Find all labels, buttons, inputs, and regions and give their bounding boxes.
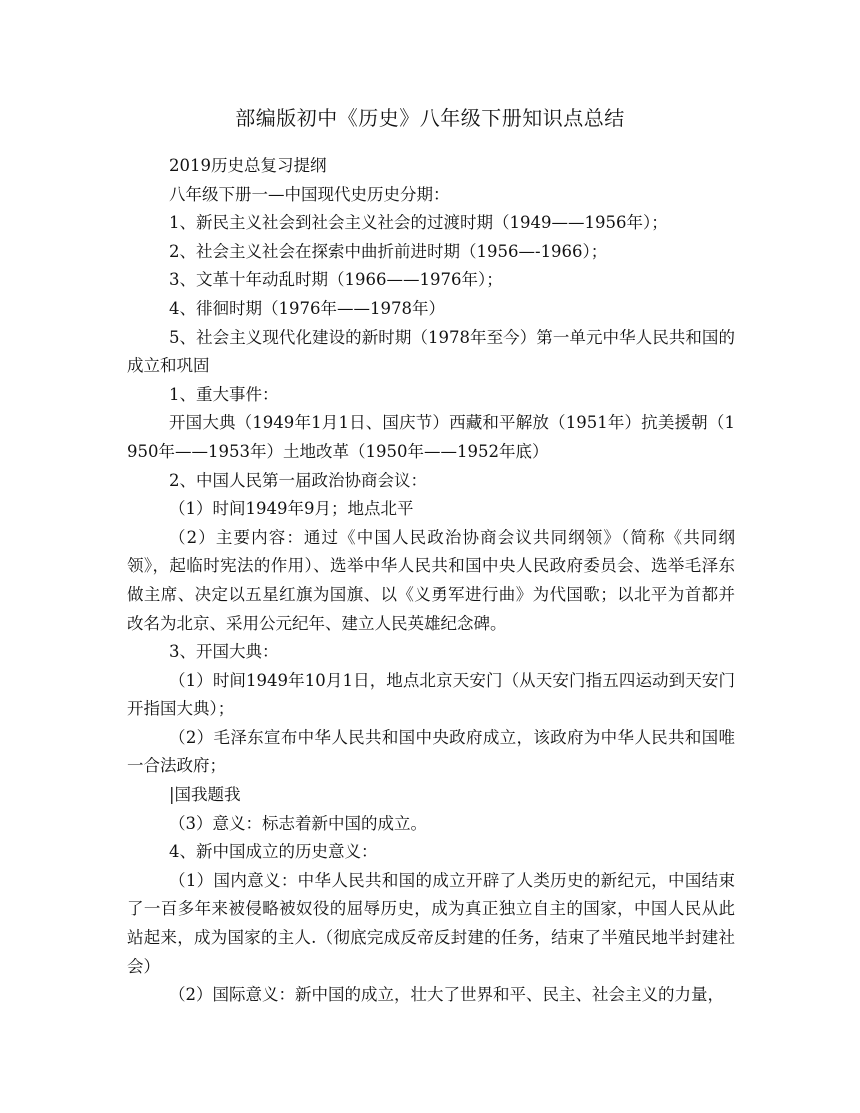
document-body [127, 152, 735, 1010]
paragraph-founding-ceremony-announcement: （2）毛泽东宣布中华人民共和国中央政府成立，该政府为中华人民共和国唯一合法政府； [127, 727, 735, 776]
paragraph-founding-ceremony-time: （1）时间1949年10月1日，地点北京天安门（从天安门指五四运动到天安门开指国大典）； [127, 670, 735, 719]
paragraph-international-significance: （2）国际意义：新中国的成立，壮大了世界和平、民主、社会主义的力量， [169, 985, 724, 1005]
paragraph-period-3: 3、文革十年动乱时期（1966——1976年）； [169, 270, 503, 290]
paragraph-period-2: 2、社会主义社会在探索中曲折前进时期（1956—-1966）； [169, 241, 608, 261]
paragraph-cppcc-time: （1）时间1949年9月；地点北平 [169, 499, 414, 519]
paragraph-cppcc-content: （2）主要内容：通过《中国人民政治协商会议共同纲领》（简称《共同纲领》，起临时宪法的作用）、选举中华人民共和国中央人民政府委员会、选举毛泽东做主席、决定以五星红旗为国旗、以《义勇军进行曲》为代国歌；以北平为首都并改名为北京、采用公元纪年、建立人民英雄纪念碑。 [127, 527, 735, 633]
paragraph-period-4: 4、徘徊时期（1976年——1978年） [169, 298, 445, 318]
paragraph-domestic-significance: （1）国内意义：中华人民共和国的成立开辟了人类历史的新纪元，中国结束了一百多年来被侵略被奴役的屈辱历史，成为真正独立自主的国家，中国人民从此站起来，成为国家的主人.（彻底完成反帝反封建的任务，结束了半殖民地半封建社会） [127, 870, 735, 976]
paragraph-outline-heading: 2019历史总复习提纲 [169, 156, 327, 175]
document-title: 部编版初中《历史》八年级下册知识点总结 [235, 106, 625, 130]
paragraph-period-1: 1、新民主义社会到社会主义社会的过渡时期（1949——1956年）； [169, 213, 668, 233]
paragraph-stray-note: |国我题我 [169, 785, 241, 805]
paragraph-period-intro: 八年级下册一—中国现代史历史分期： [169, 184, 450, 204]
paragraph-major-events-heading: 1、重大事件： [169, 384, 279, 404]
paragraph-founding-ceremony-significance: （3）意义：标志着新中国的成立。 [169, 813, 427, 833]
paragraph-period-5: 5、社会主义现代化建设的新时期（1978年至今）第一单元中华人民共和国的成立和巩固 [127, 327, 735, 376]
paragraph-founding-ceremony-heading: 3、开国大典： [169, 642, 279, 662]
paragraph-major-events: 开国大典（1949年1月1日、国庆节）西藏和平解放（1951年）抗美援朝（1950年——1953年）土地改革（1950年——1952年底） [127, 413, 735, 461]
paragraph-significance-heading: 4、新中国成立的历史意义： [169, 842, 378, 862]
paragraph-cppcc-heading: 2、中国人民第一届政治协商会议： [169, 470, 427, 490]
